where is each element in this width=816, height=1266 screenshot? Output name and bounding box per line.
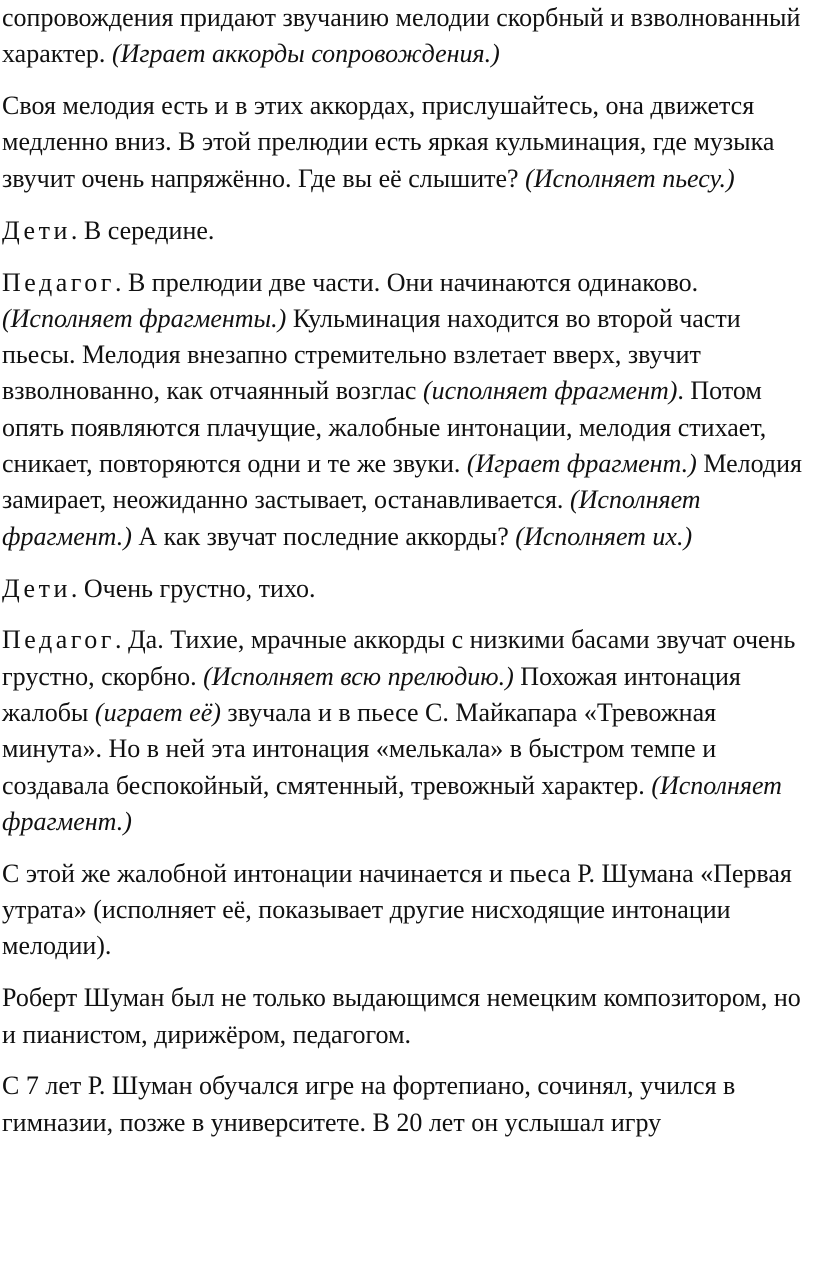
text-segment: . В прелюдии две части. Они начинаются одинаково. [114,267,699,297]
stage-direction: (Исполняет их.) [515,521,693,551]
text-segment: Похожая интонация жалобы [2,661,741,728]
text-segment: Своя мелодия есть и в этих аккордах, прислушайтесь, она движется медленно вниз. В этой прелюдии есть яркая кульминация, где музыка звучит очень напряжённо. Где вы её слышите? [2,91,775,193]
paragraph-4 [2,265,810,555]
text-segment: сопровождения придают звучанию мелодии скорбный и взволнованный характер. [2,3,801,69]
speaker-label: Дети [2,573,71,603]
stage-direction: (Исполняет пьесу.) [525,163,735,193]
text-segment: А как звучат последние аккорды? [131,521,516,551]
speaker-label: Дети [2,215,71,245]
stage-direction: (Исполняет фрагмент.) [2,485,701,551]
document-page [2,0,810,1157]
text-segment: С 7 лет Р. Шуман обучался игре на фортепиано, сочинял, учился в гимназии, позже в университете. В 20 лет он услышал игру [2,1071,736,1137]
paragraph-5 [2,571,810,607]
stage-direction: (Играет фрагмент.) [466,449,697,479]
speaker-label: Педагог [2,625,115,655]
paragraph-9 [2,1068,810,1141]
text-segment: . Очень грустно, тихо. [70,573,316,603]
stage-direction: (Исполняет фрагменты.) [2,303,287,333]
speaker-label: Педагог [2,267,115,297]
stage-direction: (исполняет фрагмент) [422,376,678,406]
text-segment: . Да. Тихие, мрачные аккорды с низкими басами звучат очень грустно, скорбно. [2,625,796,691]
stage-direction: (Исполняет фрагмент.) [2,770,782,836]
stage-direction: (играет её) [94,698,221,728]
paragraph-2 [2,88,810,197]
paragraph-3 [2,213,810,249]
text-segment: Мелодия замирает, неожиданно застывает, останавливается. [2,449,802,515]
text-segment: С этой же жалобной интонации начинается и пьеса Р. Шумана «Первая утрата» (исполняет её, показывает другие нисходящие интонации мелодии). [2,858,792,961]
stage-direction: (Играет аккорды сопровождения.) [111,39,500,69]
text-segment: . Потом опять появляются плачущие, жалобные интонации, мелодия стихает, сникает, повторяются одни и те же звуки. [2,376,767,479]
paragraph-8 [2,980,810,1053]
text-segment: . В середине. [70,215,215,245]
text-segment: Роберт Шуман был не только выдающимся немецким композитором, но и пианистом, дирижёром, педагогом. [2,983,801,1049]
paragraph-1 [2,0,810,73]
paragraph-6 [2,622,810,840]
text-segment: звучала и в пьесе С. Майкапара «Тревожная минута». Но в ней эта интонация «мелькала» в быстром темпе и создавала беспокойный, смятенный, тревожный характер. [2,698,717,800]
stage-direction: (Исполняет всю прелюдию.) [203,661,514,691]
text-segment: Кульминация находится во второй части пьесы. Мелодия внезапно стремительно взлетает вверх, звучит взволнованно, как отчаянный возглас [2,303,741,406]
paragraph-7 [2,856,810,965]
